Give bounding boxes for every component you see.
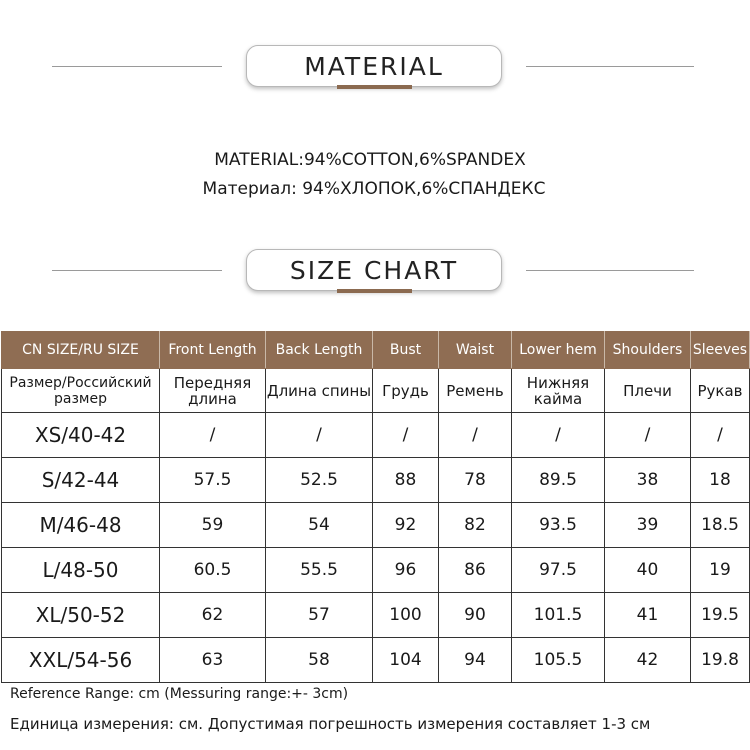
material-composition-ru: Материал: 94%ХЛОПОК,6%СПАНДЕКС — [202, 179, 546, 199]
size-chart-heading: SIZE CHART — [246, 249, 502, 291]
header-waist: Waist — [439, 332, 512, 369]
table-cell: 54 — [266, 503, 373, 548]
table-cell: 58 — [266, 638, 373, 683]
table-cell: 94 — [439, 638, 512, 683]
table-cell: 55.5 — [266, 548, 373, 593]
header-shoulders: Shoulders — [605, 332, 691, 369]
size-chart-heading-block — [0, 249, 750, 299]
size-chart-table — [1, 331, 750, 683]
material-heading: MATERIAL — [246, 45, 502, 87]
table-cell: 89.5 — [512, 458, 605, 503]
table-cell: / — [512, 413, 605, 458]
russian-header-row — [2, 369, 750, 413]
material-heading-block — [0, 45, 750, 95]
table-cell: 52.5 — [266, 458, 373, 503]
ru-header-bust: Грудь — [373, 369, 439, 413]
divider-line-right — [526, 270, 694, 271]
table-row — [2, 503, 750, 548]
ru-header-shoulders: Плечи — [605, 369, 691, 413]
table-cell: / — [439, 413, 512, 458]
size-cell: L/48-50 — [2, 548, 160, 593]
reference-range-note: Reference Range: cm (Messuring range:+- 3cm) — [10, 686, 349, 702]
table-cell: 92 — [373, 503, 439, 548]
table-cell: / — [160, 413, 266, 458]
header-cn-ru-size: CN SIZE/RU SIZE — [2, 332, 160, 369]
table-cell: 82 — [439, 503, 512, 548]
table-cell: 19.5 — [691, 593, 750, 638]
table-row — [2, 458, 750, 503]
table-cell: 57.5 — [160, 458, 266, 503]
table-cell: / — [605, 413, 691, 458]
table-cell: 18 — [691, 458, 750, 503]
ru-header-waist: Ремень — [439, 369, 512, 413]
table-cell: 88 — [373, 458, 439, 503]
size-cell: M/46-48 — [2, 503, 160, 548]
divider-line-left — [52, 66, 222, 67]
table-cell: 59 — [160, 503, 266, 548]
table-cell: 62 — [160, 593, 266, 638]
table-cell: 97.5 — [512, 548, 605, 593]
table-cell: 101.5 — [512, 593, 605, 638]
heading-accent-bar — [337, 289, 412, 293]
header-back-length: Back Length — [266, 332, 373, 369]
table-cell: 100 — [373, 593, 439, 638]
table-cell: / — [373, 413, 439, 458]
table-cell: 90 — [439, 593, 512, 638]
table-cell: 40 — [605, 548, 691, 593]
material-composition-en: MATERIAL:94%COTTON,6%SPANDEX — [214, 150, 526, 170]
ru-header-size: Размер/Российский размер — [2, 369, 160, 413]
table-cell: 60.5 — [160, 548, 266, 593]
table-cell: 38 — [605, 458, 691, 503]
header-front-length: Front Length — [160, 332, 266, 369]
divider-line-right — [526, 66, 694, 67]
size-cell: S/42-44 — [2, 458, 160, 503]
size-cell: XL/50-52 — [2, 593, 160, 638]
table-cell: 42 — [605, 638, 691, 683]
ru-header-front-length: Передняя длина — [160, 369, 266, 413]
header-lower-hem: Lower hem — [512, 332, 605, 369]
table-cell: 63 — [160, 638, 266, 683]
table-row — [2, 548, 750, 593]
table-cell: 19.8 — [691, 638, 750, 683]
table-cell: 39 — [605, 503, 691, 548]
table-cell: 104 — [373, 638, 439, 683]
measurement-note-ru: Единица измерения: см. Допустимая погрешность измерения составляет 1-3 см — [10, 715, 651, 733]
table-cell: / — [691, 413, 750, 458]
table-row — [2, 638, 750, 683]
table-cell: 18.5 — [691, 503, 750, 548]
table-cell: / — [266, 413, 373, 458]
table-cell: 57 — [266, 593, 373, 638]
header-sleeves: Sleeves — [691, 332, 750, 369]
table-header-row — [2, 332, 750, 369]
ru-header-sleeves: Рукав — [691, 369, 750, 413]
table-row — [2, 413, 750, 458]
table-cell: 78 — [439, 458, 512, 503]
table-cell: 86 — [439, 548, 512, 593]
table-cell: 105.5 — [512, 638, 605, 683]
ru-header-back-length: Длина спины — [266, 369, 373, 413]
table-cell: 19 — [691, 548, 750, 593]
heading-accent-bar — [337, 85, 412, 89]
size-cell: XXL/54-56 — [2, 638, 160, 683]
table-cell: 41 — [605, 593, 691, 638]
size-cell: XS/40-42 — [2, 413, 160, 458]
ru-header-lower-hem: Нижняя кайма — [512, 369, 605, 413]
table-cell: 96 — [373, 548, 439, 593]
header-bust: Bust — [373, 332, 439, 369]
table-cell: 93.5 — [512, 503, 605, 548]
divider-line-left — [52, 270, 222, 271]
table-row — [2, 593, 750, 638]
